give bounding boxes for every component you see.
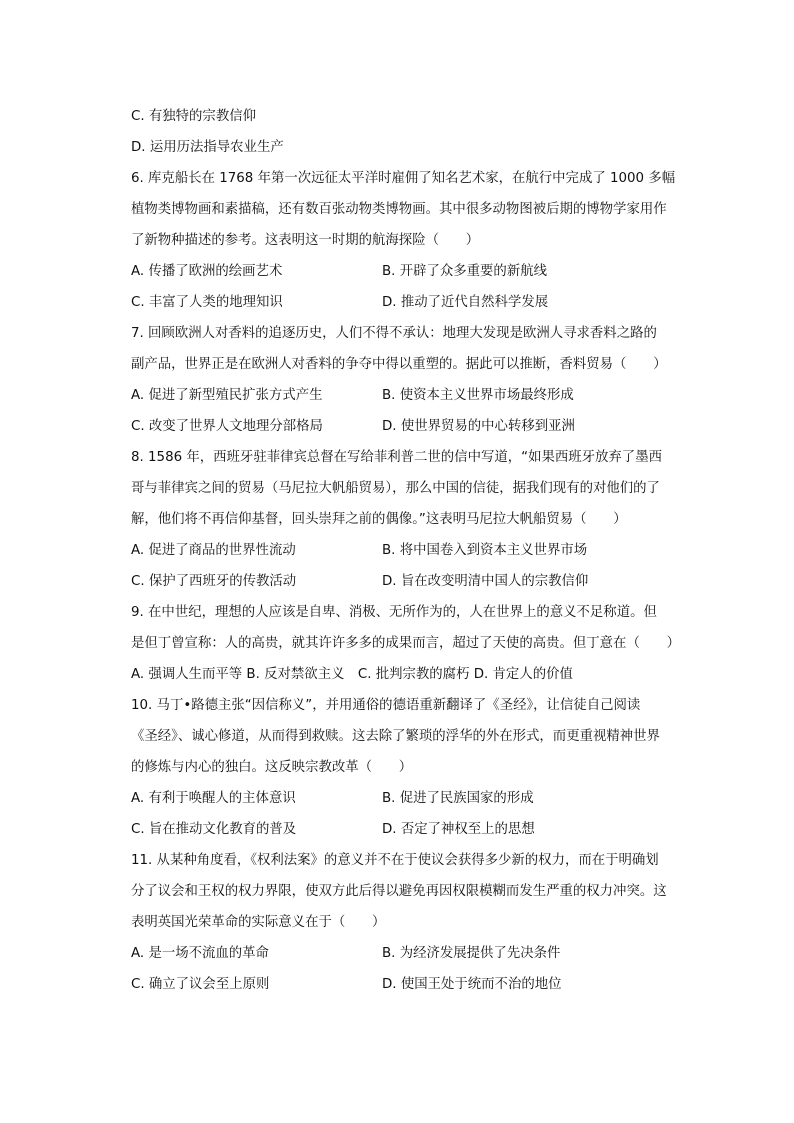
question-8-stem-line-3: 解，他们将不再信仰基督，回头崇拜之前的偶像。”这表明马尼拉大帆船贸易（ ） [131,512,627,527]
q5-option-c: C. 有独特的宗教信仰 [131,109,256,124]
question-10-option-a: A. 有利于唤醒人的主体意识 [131,791,296,806]
question-10-stem-line-3: 的修炼与内心的独白。这反映宗教改革（ ） [131,760,413,775]
question-6-option-d: D. 推动了近代自然科学发展 [382,295,549,310]
question-11-option-c: C. 确立了议会至上原则 [131,977,270,992]
question-11-option-b: B. 为经济发展提供了先决条件 [382,946,561,961]
question-8-stem-line-2: 哥与菲律宾之间的贸易（马尼拉大帆船贸易），那么中国的信徒，据我们现有的对他们的了 [131,481,660,496]
question-8 [131,442,691,597]
question-7-option-d: D. 使世界贸易的中心转移到亚洲 [382,419,575,434]
question-7-option-b: B. 使资本主义世界市场最终形成 [382,388,574,403]
exam-page [131,101,691,1000]
question-6-stem-line-1: 6. 库克船长在 1768 年第一次远征太平洋时雇佣了知名艺术家，在航行中完成了 1000 多幅 [131,171,676,186]
question-10 [131,690,691,845]
question-11 [131,845,691,1000]
question-11-option-d: D. 使国王处于统而不治的地位 [382,977,562,992]
question-9 [131,597,691,690]
question-6-stem-line-2: 植物类博物画和素描稿，还有数百张动物类博物画。其中很多动物图被后期的博物学家用作 [131,202,667,217]
q5-option-d: D. 运用历法指导农业生产 [131,140,284,155]
question-6 [131,163,691,318]
question-6-option-b: B. 开辟了众多重要的新航线 [382,264,547,279]
question-10-option-c: C. 旨在推动文化教育的普及 [131,822,297,837]
question-7-option-a: A. 促进了新型殖民扩张方式产生 [131,388,323,403]
question-8-option-a: A. 促进了商品的世界性流动 [131,543,296,558]
question-10-stem-line-1: 10. 马丁•路德主张“因信称义”，并用通俗的德语重新翻译了《圣经》，让信徒自己阅读 [131,698,641,713]
question-11-option-a: A. 是一场不流血的革命 [131,946,269,961]
question-7 [131,318,691,442]
question-9-stem-line-2: 是但丁曾宣称：人的高贵，就其许许多多的成果而言，超过了天使的高贵。但丁意在（ ） [131,636,681,651]
question-7-stem-line-2: 副产品，世界正是在欧洲人对香料的争夺中得以重塑的。据此可以推断，香料贸易（ ） [131,357,667,372]
question-6-option-a: A. 传播了欧洲的绘画艺术 [131,264,283,279]
question-10-option-d: D. 否定了神权至上的思想 [382,822,535,837]
question-6-option-c: C. 丰富了人类的地理知识 [131,295,283,310]
question-8-option-b: B. 将中国卷入到资本主义世界市场 [382,543,588,558]
question-7-stem-line-1: 7. 回顾欧洲人对香料的追逐历史，人们不得不承认：地理大发现是欧洲人寻求香料之路的 [131,326,657,341]
question-11-stem-line-2: 分了议会和王权的权力界限，使双方此后得以避免再因权限模糊而发生严重的权力冲突。这 [131,884,667,899]
question-9-stem-line-1: 9. 在中世纪，理想的人应该是自卑、消极、无所作为的，人在世界上的意义不足称道。但 [131,605,657,620]
question-8-stem-line-1: 8. 1586 年，西班牙驻菲律宾总督在写给菲利普二世的信中写道，“如果西班牙放弃了墨西 [131,450,662,465]
question-7-option-c: C. 改变了世界人文地理分部格局 [131,419,323,434]
question-10-option-b: B. 促进了民族国家的形成 [382,791,534,806]
question-8-option-c: C. 保护了西班牙的传教活动 [131,574,297,589]
question-10-stem-line-2: 《圣经》、诚心修道，从而得到救赎。这去除了繁琐的浮华的外在形式，而更重视精神世界 [131,729,660,744]
question-9-options: A. 强调人生而平等 B. 反对禁欲主义 C. 批判宗教的腐朽 D. 肯定人的价值 [131,667,573,682]
question-11-stem-line-3: 表明英国光荣革命的实际意义在于（ ） [131,915,386,930]
question-8-option-d: D. 旨在改变明清中国人的宗教信仰 [382,574,589,589]
question-11-stem-line-1: 11. 从某种角度看，《权利法案》的意义并不在于使议会获得多少新的权力，而在于明确划 [131,853,659,868]
question-6-stem-line-3: 了新物种描述的参考。这表明这一时期的航海探险（ ） [131,233,480,248]
